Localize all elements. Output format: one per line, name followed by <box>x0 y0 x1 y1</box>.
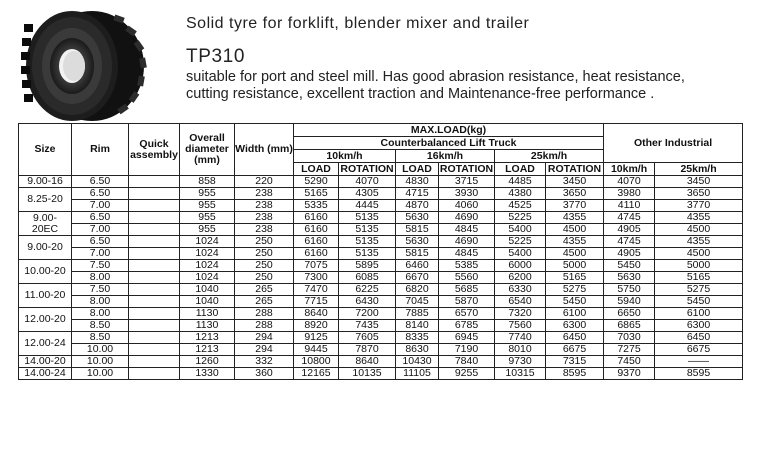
table-cell: 6.50 <box>72 176 129 188</box>
table-cell: 6160 <box>294 236 339 248</box>
table-cell: 6785 <box>439 320 495 332</box>
table-cell: 3770 <box>655 200 743 212</box>
table-cell: 9125 <box>294 332 339 344</box>
table-cell: 4355 <box>655 212 743 224</box>
table-row <box>19 284 743 296</box>
table-cell: 5450 <box>604 260 655 272</box>
page-title: Solid tyre for forklift, blender mixer and trailer <box>186 15 530 32</box>
tyre-image <box>14 8 154 123</box>
table-cell: 7605 <box>339 332 396 344</box>
table-cell: 7300 <box>294 272 339 284</box>
table-row <box>19 344 743 356</box>
table-cell: 5750 <box>604 284 655 296</box>
table-cell: 4845 <box>439 224 495 236</box>
table-cell: 4305 <box>339 188 396 200</box>
header-rotation: ROTATION <box>546 163 604 176</box>
table-cell <box>129 368 180 380</box>
table-cell: 6865 <box>604 320 655 332</box>
table-cell: 3770 <box>546 200 604 212</box>
table-cell: 238 <box>235 212 294 224</box>
size-cell: 14.00-20 <box>19 356 72 368</box>
table-cell: 1040 <box>180 296 235 308</box>
table-cell: 8335 <box>396 332 439 344</box>
table-cell: 7450 <box>604 356 655 368</box>
table-cell <box>129 200 180 212</box>
table-cell: 265 <box>235 296 294 308</box>
table-cell <box>129 272 180 284</box>
table-cell: 1024 <box>180 260 235 272</box>
table-cell: 7315 <box>546 356 604 368</box>
table-cell: 5685 <box>439 284 495 296</box>
table-cell: 6100 <box>546 308 604 320</box>
table-cell <box>129 284 180 296</box>
table-cell: 9445 <box>294 344 339 356</box>
table-cell: 10430 <box>396 356 439 368</box>
table-cell: 7560 <box>495 320 546 332</box>
table-cell: 4905 <box>604 248 655 260</box>
table-cell: 5275 <box>655 284 743 296</box>
table-cell: 3450 <box>546 176 604 188</box>
table-cell <box>129 212 180 224</box>
size-cell: 9.00-16 <box>19 176 72 188</box>
table-cell: 5225 <box>495 212 546 224</box>
table-row <box>19 308 743 320</box>
table-cell: 8.00 <box>72 308 129 320</box>
table-cell: 250 <box>235 260 294 272</box>
table-cell: 7.00 <box>72 224 129 236</box>
table-row <box>19 320 743 332</box>
table-cell: 5275 <box>546 284 604 296</box>
table-cell: 8140 <box>396 320 439 332</box>
table-cell: 5135 <box>339 248 396 260</box>
table-cell: 5630 <box>396 212 439 224</box>
table-cell: 4830 <box>396 176 439 188</box>
table-cell <box>129 176 180 188</box>
table-cell <box>129 308 180 320</box>
table-cell: 9370 <box>604 368 655 380</box>
table-cell: 4690 <box>439 212 495 224</box>
table-cell: 3450 <box>655 176 743 188</box>
table-cell: 5165 <box>294 188 339 200</box>
table-cell: 1130 <box>180 308 235 320</box>
table-cell: 4070 <box>604 176 655 188</box>
table-row <box>19 248 743 260</box>
table-cell: 4525 <box>495 200 546 212</box>
table-cell: 4355 <box>546 212 604 224</box>
table-cell: 7.50 <box>72 284 129 296</box>
table-cell: 3980 <box>604 188 655 200</box>
table-cell: 10.00 <box>72 356 129 368</box>
table-cell: 10315 <box>495 368 546 380</box>
table-cell: 5940 <box>604 296 655 308</box>
header-speed-16: 16km/h <box>396 150 495 163</box>
table-cell: 858 <box>180 176 235 188</box>
table-cell: 6670 <box>396 272 439 284</box>
table-cell: 294 <box>235 344 294 356</box>
table-cell: 5290 <box>294 176 339 188</box>
table-cell: 3650 <box>546 188 604 200</box>
table-cell: 5135 <box>339 212 396 224</box>
table-cell: 6.50 <box>72 212 129 224</box>
table-cell: 6160 <box>294 224 339 236</box>
table-cell: 4445 <box>339 200 396 212</box>
table-cell: 7840 <box>439 356 495 368</box>
table-row <box>19 200 743 212</box>
table-cell: 4500 <box>655 224 743 236</box>
table-cell: 4905 <box>604 224 655 236</box>
table-cell: 10.00 <box>72 344 129 356</box>
table-cell: 7320 <box>495 308 546 320</box>
table-cell: 6300 <box>655 320 743 332</box>
table-cell: 8920 <box>294 320 339 332</box>
table-cell: 6.50 <box>72 236 129 248</box>
table-cell: 5165 <box>546 272 604 284</box>
table-cell: 3930 <box>439 188 495 200</box>
table-cell: 1040 <box>180 284 235 296</box>
table-cell: 6200 <box>495 272 546 284</box>
table-cell <box>129 260 180 272</box>
table-cell: 4380 <box>495 188 546 200</box>
table-cell: 1024 <box>180 248 235 260</box>
table-cell: 360 <box>235 368 294 380</box>
table-cell: 5135 <box>339 236 396 248</box>
table-cell <box>129 224 180 236</box>
header-width: Width (mm) <box>235 124 294 176</box>
table-cell <box>129 356 180 368</box>
table-row <box>19 260 743 272</box>
table-cell: 4745 <box>604 212 655 224</box>
table-cell <box>129 188 180 200</box>
table-cell <box>129 296 180 308</box>
table-cell: 238 <box>235 224 294 236</box>
table-cell: 4745 <box>604 236 655 248</box>
table-cell: 238 <box>235 188 294 200</box>
table-cell: 8.00 <box>72 296 129 308</box>
table-cell <box>129 320 180 332</box>
table-cell: 238 <box>235 200 294 212</box>
table-cell: 6450 <box>655 332 743 344</box>
table-cell: 8640 <box>294 308 339 320</box>
table-cell: 11105 <box>396 368 439 380</box>
table-cell: 6100 <box>655 308 743 320</box>
table-cell: 6085 <box>339 272 396 284</box>
table-cell: 8.00 <box>72 272 129 284</box>
header-speed-10: 10km/h <box>294 150 396 163</box>
table-cell: 6540 <box>495 296 546 308</box>
table-cell: 955 <box>180 224 235 236</box>
header-oi-10: 10km/h <box>604 163 655 176</box>
table-row <box>19 212 743 224</box>
table-cell: 7075 <box>294 260 339 272</box>
table-cell: 6.50 <box>72 188 129 200</box>
table-cell: 7275 <box>604 344 655 356</box>
table-cell: 6570 <box>439 308 495 320</box>
table-cell: 1130 <box>180 320 235 332</box>
table-cell <box>129 332 180 344</box>
header-size: Size <box>19 124 72 176</box>
table-row <box>19 368 743 380</box>
table-cell: 8630 <box>396 344 439 356</box>
header-load: LOAD <box>495 163 546 176</box>
table-cell: 5165 <box>655 272 743 284</box>
table-row <box>19 332 743 344</box>
table-cell: 10.00 <box>72 368 129 380</box>
table-cell: 8595 <box>655 368 743 380</box>
table-cell: 5870 <box>439 296 495 308</box>
table-cell: 6675 <box>655 344 743 356</box>
table-cell: 7045 <box>396 296 439 308</box>
header-oi-25: 25km/h <box>655 163 743 176</box>
table-row <box>19 356 743 368</box>
table-cell: 7200 <box>339 308 396 320</box>
table-cell: 4485 <box>495 176 546 188</box>
size-cell: 8.25-20 <box>19 188 72 212</box>
header-other-industrial: Other Industrial <box>604 124 743 163</box>
table-cell: 5450 <box>655 296 743 308</box>
table-cell: 6945 <box>439 332 495 344</box>
table-cell: 955 <box>180 188 235 200</box>
table-cell: 4060 <box>439 200 495 212</box>
table-cell: 7190 <box>439 344 495 356</box>
table-cell: 288 <box>235 320 294 332</box>
table-cell: 288 <box>235 308 294 320</box>
table-cell: 5385 <box>439 260 495 272</box>
table-cell: 220 <box>235 176 294 188</box>
table-cell: 332 <box>235 356 294 368</box>
header-quick-assembly: Quick assembly <box>129 124 180 176</box>
table-cell: 5630 <box>396 236 439 248</box>
table-cell: 8640 <box>339 356 396 368</box>
table-cell: 6160 <box>294 212 339 224</box>
table-cell <box>129 248 180 260</box>
header-rim: Rim <box>72 124 129 176</box>
table-cell: 6330 <box>495 284 546 296</box>
table-cell: 6675 <box>546 344 604 356</box>
table-cell: 4070 <box>339 176 396 188</box>
table-cell: 7.00 <box>72 248 129 260</box>
header-rotation: ROTATION <box>439 162 494 175</box>
table-cell: 3650 <box>655 188 743 200</box>
table-cell: 7740 <box>495 332 546 344</box>
header-load: LOAD <box>294 163 339 176</box>
table-cell: 294 <box>235 332 294 344</box>
table-cell: 6160 <box>294 248 339 260</box>
table-cell: 5135 <box>339 224 396 236</box>
table-cell: 10800 <box>294 356 339 368</box>
table-cell: 7715 <box>294 296 339 308</box>
table-cell: 7.50 <box>72 260 129 272</box>
size-cell: 9.00-20 <box>19 236 72 260</box>
table-cell: 7030 <box>604 332 655 344</box>
table-cell: 5400 <box>495 248 546 260</box>
table-cell: 4355 <box>655 236 743 248</box>
table-cell: 4355 <box>546 236 604 248</box>
table-cell: 5400 <box>495 224 546 236</box>
header-speed-25: 25km/h <box>495 150 604 163</box>
table-cell: 12165 <box>294 368 339 380</box>
size-cell: 12.00-24 <box>19 332 72 356</box>
table-cell <box>129 344 180 356</box>
size-cell: 11.00-20 <box>19 284 72 308</box>
table-cell: 1213 <box>180 332 235 344</box>
table-row <box>19 188 743 200</box>
table-cell: 1024 <box>180 272 235 284</box>
size-cell: 9.00- 20EC <box>19 212 72 236</box>
spec-table-body <box>19 176 743 380</box>
table-cell: 4500 <box>546 224 604 236</box>
table-cell: 5225 <box>495 236 546 248</box>
table-cell: 8010 <box>495 344 546 356</box>
table-cell: —— <box>655 356 743 368</box>
table-cell: 4500 <box>546 248 604 260</box>
table-row <box>19 224 743 236</box>
table-cell: 7870 <box>339 344 396 356</box>
table-cell: 5335 <box>294 200 339 212</box>
table-cell: 955 <box>180 212 235 224</box>
table-cell: 5895 <box>339 260 396 272</box>
table-cell: 7885 <box>396 308 439 320</box>
spec-table <box>18 123 743 380</box>
header-rotation: ROTATION <box>340 162 394 175</box>
table-cell: 250 <box>235 272 294 284</box>
table-cell: 4845 <box>439 248 495 260</box>
header-max-load: MAX.LOAD(kg) <box>294 124 604 137</box>
table-cell: 7.00 <box>72 200 129 212</box>
table-cell: 5000 <box>546 260 604 272</box>
size-cell: 10.00-20 <box>19 260 72 284</box>
table-cell: 6300 <box>546 320 604 332</box>
table-cell: 5450 <box>546 296 604 308</box>
header-counterbalanced: Counterbalanced Lift Truck <box>294 137 604 150</box>
table-cell: 6820 <box>396 284 439 296</box>
table-cell: 5630 <box>604 272 655 284</box>
table-cell: 1260 <box>180 356 235 368</box>
header-load: LOAD <box>396 163 439 176</box>
table-cell: 4110 <box>604 200 655 212</box>
table-cell: 8595 <box>546 368 604 380</box>
table-cell: 4690 <box>439 236 495 248</box>
table-cell: 6225 <box>339 284 396 296</box>
header-overall-diameter: Overall diameter (mm) <box>180 124 235 176</box>
table-cell: 250 <box>235 248 294 260</box>
table-cell: 9730 <box>495 356 546 368</box>
product-description: suitable for port and steel mill. Has good abrasion resistance, heat resistance, cutting resistance, excellent traction and Maintenance-free performance . <box>186 69 685 102</box>
table-cell: 9255 <box>439 368 495 380</box>
table-cell: 3715 <box>439 176 495 188</box>
table-cell: 8.50 <box>72 332 129 344</box>
table-cell: 265 <box>235 284 294 296</box>
table-row <box>19 272 743 284</box>
table-cell: 4870 <box>396 200 439 212</box>
table-cell: 6650 <box>604 308 655 320</box>
table-cell: 6000 <box>495 260 546 272</box>
table-row <box>19 296 743 308</box>
table-cell: 4500 <box>655 248 743 260</box>
size-cell: 14.00-24 <box>19 368 72 380</box>
table-cell: 6460 <box>396 260 439 272</box>
table-cell: 8.50 <box>72 320 129 332</box>
table-cell: 7470 <box>294 284 339 296</box>
table-cell: 1024 <box>180 236 235 248</box>
table-cell: 250 <box>235 236 294 248</box>
table-cell: 1213 <box>180 344 235 356</box>
table-cell <box>129 236 180 248</box>
table-cell: 955 <box>180 200 235 212</box>
table-cell: 5815 <box>396 248 439 260</box>
size-cell: 12.00-20 <box>19 308 72 332</box>
table-cell: 1330 <box>180 368 235 380</box>
table-row <box>19 176 743 188</box>
table-row <box>19 236 743 248</box>
model-name: TP310 <box>186 46 245 67</box>
table-cell: 7435 <box>339 320 396 332</box>
table-cell: 5560 <box>439 272 495 284</box>
table-cell: 4715 <box>396 188 439 200</box>
table-cell: 5000 <box>655 260 743 272</box>
table-cell: 10135 <box>339 368 396 380</box>
table-cell: 6430 <box>339 296 396 308</box>
table-cell: 5815 <box>396 224 439 236</box>
table-cell: 6450 <box>546 332 604 344</box>
